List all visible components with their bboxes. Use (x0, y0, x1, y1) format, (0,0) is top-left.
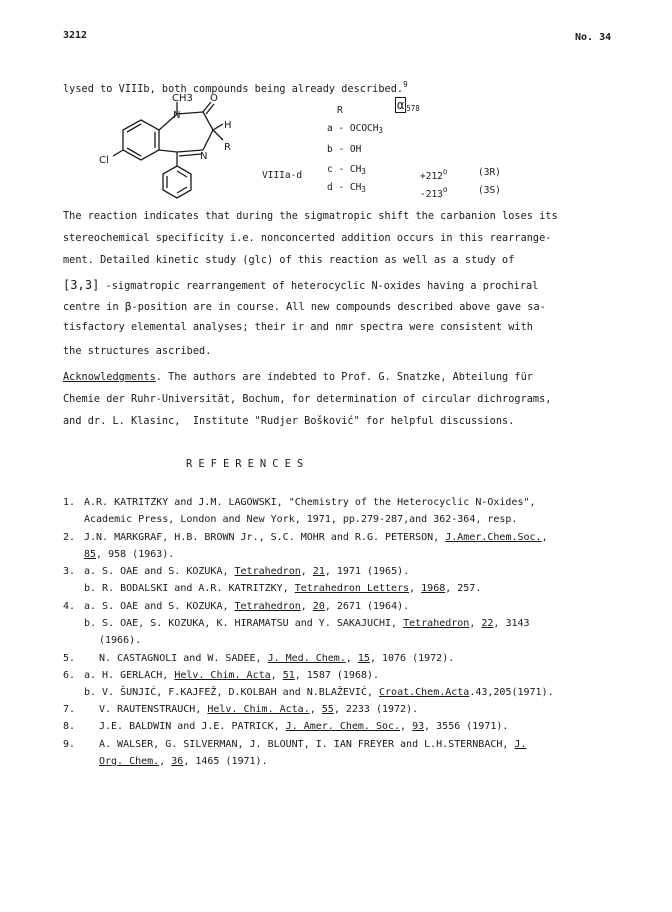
ref-1-line-2: Academic Press, London and New York, 1971, pp.279-287,and 362-364, resp. (84, 514, 518, 525)
body-line-7: the structures ascribed. (63, 346, 212, 357)
ref-9-line-1: A. WALSER, G. SILVERMAN, J. BLOUNT, I. IAN FREYER and L.H.STERNBACH, J. (99, 739, 527, 750)
acknowledgments-line-3: and dr. L. Klasinc, Institute "Rudjer Bošković" for helpful discussions. (63, 416, 515, 427)
issue-number: No. 34 (575, 32, 612, 43)
ref-3a-line: a. S. OAE and S. KOZUKA, Tetrahedron, 21, 1971 (1965). (84, 566, 410, 577)
ref-8-number: 8. (63, 721, 76, 732)
table-row-c-config: (3R) (478, 167, 501, 178)
ref-5-number: 5. (63, 653, 76, 664)
compound-label: VIIIa-d (262, 170, 303, 181)
body-line-5: centre in β-position are in course. All new compounds described above gave sa- (63, 300, 546, 313)
table-header-r: R (337, 105, 343, 116)
table-row-c: c - $CH_3$ (327, 164, 366, 176)
ref-1-number: 1. (63, 497, 76, 508)
table-row-d-config: (3S) (478, 185, 501, 196)
oxygen-label: O (210, 93, 218, 104)
ref-3a-number: 3. (63, 566, 76, 577)
ref-6a-number: 6. (63, 670, 76, 681)
ref-5-line: N. CASTAGNOLI and W. SADEE, J. Med. Chem., 15, 1076 (1972). (99, 653, 455, 664)
hydrogen-label: H (224, 120, 232, 131)
ref-7-number: 7. (63, 704, 76, 715)
body-line-1: The reaction indicates that during the sigmatropic shift the carbanion loses its (63, 211, 558, 222)
ref-3b-line: b. R. BODALSKI and A.R. KATRITZKY, Tetrahedron Letters, 1968, 257. (84, 583, 482, 594)
table-row-c-rotation: $+212^o$ (420, 167, 448, 182)
ref-2-number: 2. (63, 532, 76, 543)
table-row-d: d - $CH_3$ (327, 182, 366, 194)
nitrogen-4-label: N (200, 151, 208, 162)
ref-6b-line: b. V. ŠUNJIĆ, F.KAJFEŽ, D.KOLBAH and N.BLAŽEVIĆ, Croat.Chem.Acta.43,205(1971). (84, 687, 554, 698)
acknowledgments-heading: Acknowledgments (63, 372, 156, 383)
table-header-rotation: α $_{578}$ (397, 98, 420, 113)
ref-4a-number: 4. (63, 601, 76, 612)
ref-8-line: J.E. BALDWIN and J.E. PATRICK, J. Amer. Chem. Soc., 93, 3556 (1971). (99, 721, 509, 732)
ref-9-number: 9. (63, 739, 76, 750)
table-row-b: b - OH (327, 144, 362, 155)
ref-7-line: V. RAUTENSTRAUCH, Helv. Chim. Acta., 55, 2233 (1972). (99, 704, 419, 715)
references-heading: REFERENCES (186, 458, 310, 470)
ref-6a-line: a. H. GERLACH, Helv. Chim. Acta, 51, 1587 (1968). (84, 670, 380, 681)
methyl-label: CH3 (172, 93, 193, 104)
ref-4a-line: a. S. OAE and S. KOZUKA, Tetrahedron, 20, 2671 (1964). (84, 601, 410, 612)
page-number: 3212 (63, 30, 88, 41)
body-line-4: [3,3] -sigmatropic rearrangement of heterocyclic N-oxides having a prochiral (63, 278, 539, 292)
ref-1-line-1: A.R. KATRITZKY and J.M. LAGOWSKI, "Chemistry of the Heterocyclic N-Oxides", (84, 497, 536, 508)
body-line-6: tisfactory elemental analyses; their ir and nmr spectra were consistent with (63, 322, 533, 333)
table-row-d-rotation: -213$^o$ (420, 185, 448, 200)
ref-4b-line-1: b. S. OAE, S. KOZUKA, K. HIRAMATSU and Y. SAKAJUCHI, Tetrahedron, 22, 3143 (84, 618, 530, 629)
nitrogen-1-label: N (173, 110, 181, 121)
ref-2-line-1: J.N. MARKGRAF, H.B. BROWN Jr., S.C. MOHR and R.G. PETERSON, J.Amer.Chem.Soc., (84, 532, 548, 543)
benzodiazepine-structure (95, 92, 270, 204)
chlorine-label: Cl (99, 155, 109, 166)
table-row-a: a - $OCOCH_3$ (327, 123, 384, 135)
acknowledgments-line-1: Acknowledgments. The authors are indebted to Prof. G. Snatzke, Abteilung für (63, 372, 533, 383)
r-group-label: R (224, 142, 231, 153)
ref-4b-line-2: (1966). (99, 635, 142, 646)
ref-2-line-2: 85, 958 (1963). (84, 549, 175, 560)
body-line-3: ment. Detailed kinetic study (glc) of this reaction as well as a study of (63, 255, 515, 266)
intro-line: lysed to VIIIb, both compounds being already described.$^9$ (63, 80, 408, 95)
ref-9-line-2: Org. Chem., 36, 1465 (1971). (99, 756, 268, 767)
acknowledgments-line-2: Chemie der Ruhr-Universität, Bochum, for determination of circular dichrograms, (63, 394, 552, 405)
body-line-2: stereochemical specificity i.e. nonconcerted addition occurs in this rearrange- (63, 233, 552, 244)
